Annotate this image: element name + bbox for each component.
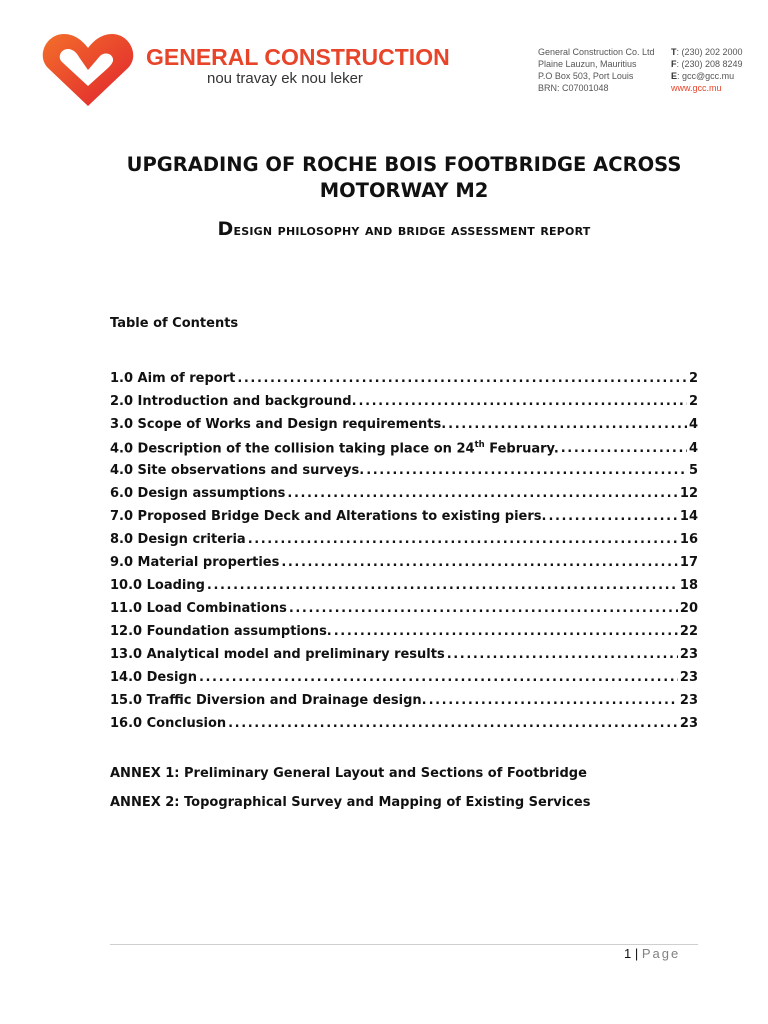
ordinal-suffix: th xyxy=(474,440,485,450)
toc-entry-page: 18 xyxy=(679,578,698,593)
dot-leader xyxy=(561,441,687,456)
toc-entry-label-text: 4.0 Description of the collision taking place on 24 xyxy=(110,441,475,457)
toc-entry-page: 12 xyxy=(679,486,698,501)
toc-entry-label: 14.0 Design xyxy=(110,670,197,685)
toc-entry[interactable] xyxy=(110,647,698,670)
toc-entry[interactable] xyxy=(110,509,698,532)
toc-entry[interactable] xyxy=(110,555,698,578)
toc-entry-page: 17 xyxy=(679,555,698,570)
toc-entry-page: 22 xyxy=(679,624,698,639)
dot-leader xyxy=(281,555,678,570)
dot-leader xyxy=(447,647,678,662)
phone-label: T xyxy=(671,47,677,57)
dot-leader xyxy=(248,532,678,547)
toc-entry-page: 23 xyxy=(679,716,698,731)
annex-2: ANNEX 2: Topographical Survey and Mapping of Existing Services xyxy=(110,795,591,810)
toc-entry-label: 15.0 Traffic Diversion and Drainage design. xyxy=(110,693,427,708)
website-link[interactable]: www.gcc.mu xyxy=(671,83,722,93)
fax-line xyxy=(671,58,743,70)
toc-entry-page: 23 xyxy=(679,670,698,685)
company-logo-icon xyxy=(42,30,134,108)
address-line: BRN: C07001048 xyxy=(538,83,609,93)
dot-leader xyxy=(237,371,687,386)
footer-separator: | xyxy=(631,946,642,961)
footer-divider xyxy=(110,944,698,945)
toc-entry-label: 11.0 Load Combinations xyxy=(110,601,287,616)
title-line: MOTORWAY M2 xyxy=(319,179,489,202)
email-label: E xyxy=(671,71,678,81)
dot-leader xyxy=(366,463,687,478)
document-subtitle xyxy=(110,218,698,240)
toc-entry-label: 8.0 Design criteria xyxy=(110,532,246,547)
toc-entry[interactable] xyxy=(110,624,698,647)
fax-number: : (230) 208 8249 xyxy=(676,59,743,69)
company-name: GENERAL CONSTRUCTION xyxy=(146,44,450,70)
toc-entry-label: 4.0 Site observations and surveys. xyxy=(110,463,365,478)
toc-entry-label: 1.0 Aim of report xyxy=(110,371,236,386)
dot-leader xyxy=(289,601,678,616)
toc-entry-label: 16.0 Conclusion xyxy=(110,716,227,731)
toc-entry-label: 9.0 Material properties xyxy=(110,555,280,570)
letterhead xyxy=(0,0,768,120)
toc-entry-label xyxy=(110,440,559,456)
table-of-contents xyxy=(110,371,698,739)
toc-entry-page: 23 xyxy=(679,647,698,662)
dot-leader xyxy=(199,670,678,685)
toc-entry-page: 4 xyxy=(688,417,698,432)
page-number: 1 xyxy=(624,946,632,961)
toc-entry-label: 12.0 Foundation assumptions. xyxy=(110,624,332,639)
address-line: General Construction Co. Ltd xyxy=(538,47,655,57)
toc-entry[interactable] xyxy=(110,486,698,509)
toc-entry[interactable] xyxy=(110,716,698,739)
dot-leader xyxy=(548,509,677,524)
fax-label: F xyxy=(671,59,677,69)
company-contact xyxy=(671,46,743,94)
subtitle-initial: D xyxy=(217,218,234,240)
document-title xyxy=(110,152,698,204)
subtitle-rest: esign philosophy and bridge assessment report xyxy=(233,221,591,239)
toc-entry-label: 6.0 Design assumptions xyxy=(110,486,286,501)
toc-entry-page: 2 xyxy=(688,394,698,409)
address-line: P.O Box 503, Port Louis xyxy=(538,71,634,81)
dot-leader xyxy=(359,394,687,409)
dot-leader xyxy=(448,417,687,432)
annex-1: ANNEX 1: Preliminary General Layout and Sections of Footbridge xyxy=(110,766,587,781)
page-footer xyxy=(624,946,680,961)
toc-entry-page: 14 xyxy=(679,509,698,524)
toc-entry[interactable] xyxy=(110,578,698,601)
title-line: UPGRADING OF ROCHE BOIS FOOTBRIDGE ACROSS xyxy=(126,153,682,176)
toc-entry[interactable] xyxy=(110,670,698,693)
toc-entry[interactable] xyxy=(110,693,698,716)
toc-entry-label-text: February. xyxy=(484,441,559,457)
toc-entry-page: 5 xyxy=(688,463,698,478)
company-tagline: nou travay ek nou leker xyxy=(207,70,363,87)
toc-entry[interactable] xyxy=(110,440,698,463)
toc-entry[interactable] xyxy=(110,532,698,555)
toc-heading: Table of Contents xyxy=(110,316,239,331)
toc-entry-page: 23 xyxy=(679,693,698,708)
address-line: Plaine Lauzun, Mauritius xyxy=(538,59,637,69)
toc-entry[interactable] xyxy=(110,371,698,394)
email-line xyxy=(671,70,743,82)
toc-entry[interactable] xyxy=(110,463,698,486)
dot-leader xyxy=(287,486,678,501)
page-word: Page xyxy=(641,946,681,961)
toc-entry-label: 10.0 Loading xyxy=(110,578,205,593)
toc-entry-page: 20 xyxy=(679,601,698,616)
toc-entry-page: 16 xyxy=(679,532,698,547)
company-address xyxy=(538,46,655,94)
dot-leader xyxy=(429,693,678,708)
phone-number: : (230) 202 2000 xyxy=(676,47,743,57)
email-address[interactable]: : gcc@gcc.mu xyxy=(677,71,735,81)
toc-entry-label: 13.0 Analytical model and preliminary results xyxy=(110,647,445,662)
phone-line xyxy=(671,46,743,58)
toc-entry[interactable] xyxy=(110,394,698,417)
toc-entry-page: 4 xyxy=(688,441,698,457)
dot-leader xyxy=(228,716,678,731)
dot-leader xyxy=(334,624,678,639)
toc-entry[interactable] xyxy=(110,417,698,440)
toc-entry-label: 7.0 Proposed Bridge Deck and Alterations to existing piers. xyxy=(110,509,547,524)
dot-leader xyxy=(207,578,678,593)
toc-entry-label: 3.0 Scope of Works and Design requirements. xyxy=(110,417,447,432)
toc-entry-label: 2.0 Introduction and background. xyxy=(110,394,357,409)
toc-entry[interactable] xyxy=(110,601,698,624)
toc-entry-page: 2 xyxy=(688,371,698,386)
